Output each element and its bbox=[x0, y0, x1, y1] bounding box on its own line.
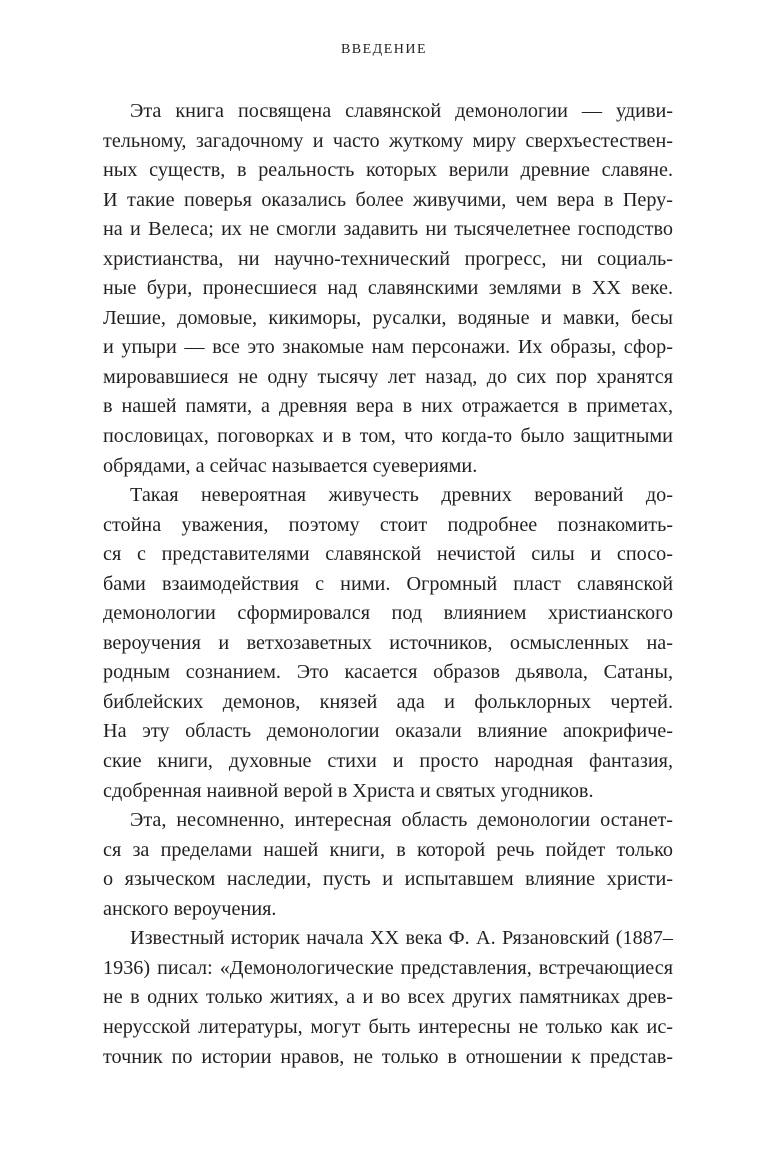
text-line: На эту область демонологии оказали влияние апокрифиче- bbox=[103, 720, 673, 743]
text-line: не в одних только житиях, а и во всех других памятниках древ- bbox=[103, 986, 673, 1009]
text-line: 1936) писал: «Демонологические представления, встречающиеся bbox=[103, 956, 673, 979]
text-line: ся с представителями славянской нечистой силы и спосо- bbox=[103, 543, 673, 566]
text-line: родным сознанием. Это касается образов дьявола, Сатаны, bbox=[103, 661, 673, 684]
text-line: Эта, несомненно, интересная область демонологии останет- bbox=[130, 809, 673, 832]
running-head: ВВЕДЕНИЕ bbox=[340, 42, 428, 57]
text-line: бами взаимодействия с ними. Огромный пласт славянской bbox=[103, 572, 673, 595]
text-line: анского вероучения. bbox=[103, 897, 277, 920]
text-line: стойна уважения, поэтому стоит подробнее познакомить- bbox=[103, 513, 673, 536]
text-line: и упыри — все это знакомые нам персонажи. Их образы, сфор- bbox=[103, 336, 673, 359]
paragraph bbox=[103, 806, 673, 924]
text-line: И такие поверья оказались более живучими, чем вера в Перу- bbox=[103, 188, 673, 211]
text-line: вероучения и ветхозаветных источников, осмысленных на- bbox=[103, 631, 673, 654]
text-line: точник по истории нравов, не только в отношении к представ- bbox=[103, 1045, 673, 1068]
text-line: ные бури, пронесшиеся над славянскими землями в XX веке. bbox=[103, 277, 673, 300]
text-line: мировавшиеся не одну тысячу лет назад, до сих пор хранятся bbox=[103, 365, 673, 388]
text-line: ных существ, в реальность которых верили древние славяне. bbox=[103, 159, 673, 182]
text-line: в нашей памяти, а древняя вера в них отражается в приметах, bbox=[103, 395, 673, 418]
paragraph bbox=[103, 97, 673, 481]
text-line: Эта книга посвящена славянской демонологии — удиви- bbox=[130, 100, 673, 122]
paragraph bbox=[103, 481, 673, 806]
text-line: библейских демонов, князей ада и фольклорных чертей. bbox=[103, 690, 673, 713]
text-line: ся за пределами нашей книги, в которой речь пойдет только bbox=[103, 838, 673, 861]
text-line: нерусской литературы, могут быть интересны не только как ис- bbox=[103, 1015, 673, 1038]
text-line: на и Велеса; их не смогли задавить ни тысячелетнее господство bbox=[103, 218, 673, 241]
text-line: христианства, ни научно-технический прогресс, ни социаль- bbox=[103, 247, 673, 270]
text-line: Лешие, домовые, кикиморы, русалки, водяные и мавки, бесы bbox=[103, 306, 673, 329]
text-line: пословицах, поговорках и в том, что когда-то было защитными bbox=[103, 425, 673, 448]
text-line: Такая невероятная живучесть древних верований до- bbox=[130, 484, 673, 507]
text-line: демонологии сформировался под влиянием христианского bbox=[103, 602, 673, 625]
paragraph bbox=[103, 924, 673, 1072]
text-line: обрядами, а сейчас называется суевериями. bbox=[103, 454, 478, 477]
text-line: Известный историк начала XX века Ф. А. Рязановский (1887– bbox=[130, 927, 673, 950]
text-line: сдобренная наивной верой в Христа и святых угодников. bbox=[103, 779, 594, 802]
text-line: тельному, загадочному и часто жуткому миру сверхъестествен- bbox=[103, 129, 673, 152]
body-text bbox=[103, 97, 673, 1072]
text-line: ские книги, духовные стихи и просто народная фантазия, bbox=[103, 750, 673, 773]
text-line: о языческом наследии, пусть и испытавшем влияние христи- bbox=[103, 868, 673, 891]
